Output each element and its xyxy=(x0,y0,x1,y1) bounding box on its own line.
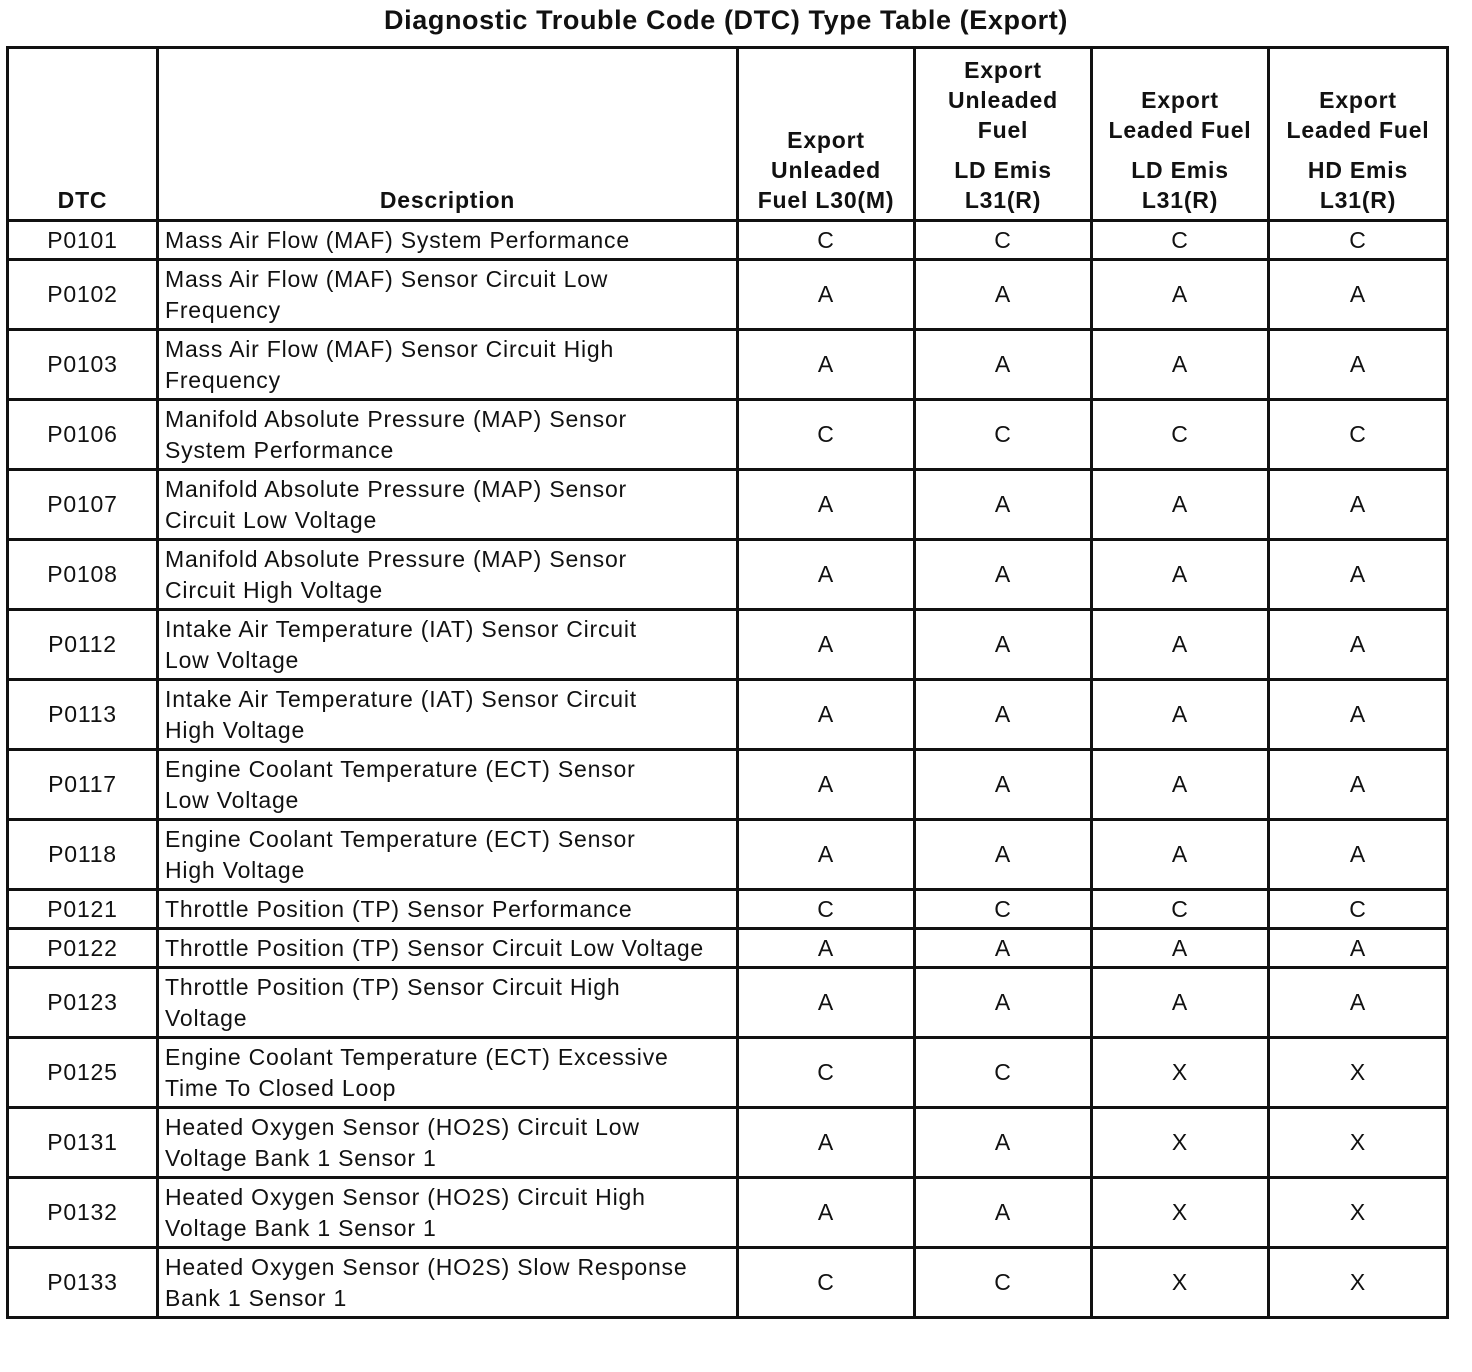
dtc-type-cell: A xyxy=(915,820,1092,890)
dtc-type-cell: C xyxy=(1092,400,1269,470)
dtc-type-cell: C xyxy=(915,400,1092,470)
dtc-type-cell: A xyxy=(1092,330,1269,400)
dtc-code-cell: P0131 xyxy=(8,1108,158,1178)
dtc-type-cell: C xyxy=(915,1248,1092,1318)
dtc-type-cell: C xyxy=(915,221,1092,260)
dtc-type-cell: X xyxy=(1092,1038,1269,1108)
table-header xyxy=(8,48,1448,221)
dtc-description-cell xyxy=(158,221,738,260)
table-row xyxy=(8,890,1448,929)
dtc-type-cell: A xyxy=(738,929,915,968)
table-row xyxy=(8,540,1448,610)
dtc-type-cell: A xyxy=(738,820,915,890)
dtc-type-cell: A xyxy=(738,1178,915,1248)
table-row xyxy=(8,1178,1448,1248)
description-line: Mass Air Flow (MAF) System Performance xyxy=(165,227,630,253)
dtc-type-cell: A xyxy=(915,680,1092,750)
table-row xyxy=(8,1108,1448,1178)
description-line: Voltage Bank 1 Sensor 1 xyxy=(165,1214,437,1241)
dtc-description-cell xyxy=(158,1248,738,1318)
dtc-type-cell: C xyxy=(1092,221,1269,260)
table-row xyxy=(8,968,1448,1038)
description-line: Low Voltage xyxy=(165,786,300,813)
dtc-type-cell: A xyxy=(738,260,915,330)
dtc-type-cell: X xyxy=(1269,1108,1448,1178)
dtc-type-cell: A xyxy=(915,260,1092,330)
dtc-type-cell: A xyxy=(1269,750,1448,820)
dtc-type-cell: A xyxy=(1269,610,1448,680)
dtc-type-cell: A xyxy=(915,1178,1092,1248)
dtc-type-cell: A xyxy=(738,330,915,400)
dtc-type-cell: A xyxy=(1269,968,1448,1038)
dtc-type-cell: C xyxy=(738,1248,915,1318)
description-line: Heated Oxygen Sensor (HO2S) Circuit High xyxy=(165,1183,646,1210)
dtc-type-cell: A xyxy=(915,968,1092,1038)
description-line: System Performance xyxy=(165,436,395,463)
dtc-type-cell: X xyxy=(1092,1108,1269,1178)
dtc-type-cell: C xyxy=(738,890,915,929)
table-row xyxy=(8,820,1448,890)
dtc-type-cell: X xyxy=(1269,1038,1448,1108)
dtc-type-cell: A xyxy=(915,540,1092,610)
dtc-type-cell: A xyxy=(738,750,915,820)
dtc-description-cell xyxy=(158,680,738,750)
dtc-code-cell: P0121 xyxy=(8,890,158,929)
dtc-type-cell: A xyxy=(1269,260,1448,330)
description-line: Mass Air Flow (MAF) Sensor Circuit Low xyxy=(165,265,609,292)
header-row xyxy=(8,48,1448,221)
dtc-description-cell xyxy=(158,260,738,330)
description-line: Heated Oxygen Sensor (HO2S) Slow Response xyxy=(165,1253,688,1280)
dtc-description-cell xyxy=(158,470,738,540)
dtc-type-cell: A xyxy=(915,1108,1092,1178)
description-line: Frequency xyxy=(165,296,281,323)
description-line: Circuit Low Voltage xyxy=(165,506,378,533)
dtc-type-cell: A xyxy=(1269,680,1448,750)
description-line: Heated Oxygen Sensor (HO2S) Circuit Low xyxy=(165,1113,640,1140)
dtc-type-cell: A xyxy=(1092,929,1269,968)
dtc-code-cell: P0106 xyxy=(8,400,158,470)
description-line: Bank 1 Sensor 1 xyxy=(165,1284,348,1311)
table-row xyxy=(8,1248,1448,1318)
dtc-code-cell: P0118 xyxy=(8,820,158,890)
description-line: Throttle Position (TP) Sensor Circuit Low Voltage xyxy=(165,935,705,961)
dtc-type-cell: C xyxy=(738,221,915,260)
header-export-unleaded-ld-l31r: Export Unleaded Fuel LD Emis L31(R) xyxy=(915,48,1092,221)
dtc-type-cell: C xyxy=(1269,400,1448,470)
dtc-type-cell: A xyxy=(1269,330,1448,400)
page-title: Diagnostic Trouble Code (DTC) Type Table (Export) xyxy=(384,5,1068,35)
description-line: Time To Closed Loop xyxy=(165,1074,397,1101)
dtc-type-cell: A xyxy=(738,610,915,680)
dtc-code-cell: P0123 xyxy=(8,968,158,1038)
dtc-code-cell: P0112 xyxy=(8,610,158,680)
dtc-type-cell: A xyxy=(1092,750,1269,820)
dtc-description-cell xyxy=(158,890,738,929)
dtc-code-cell: P0117 xyxy=(8,750,158,820)
description-line: Intake Air Temperature (IAT) Sensor Circuit xyxy=(165,685,637,712)
description-line: High Voltage xyxy=(165,856,306,883)
description-line: Mass Air Flow (MAF) Sensor Circuit High xyxy=(165,335,615,362)
dtc-type-cell: X xyxy=(1092,1248,1269,1318)
table-row xyxy=(8,929,1448,968)
table-row xyxy=(8,260,1448,330)
dtc-type-cell: A xyxy=(1269,470,1448,540)
description-line: Voltage xyxy=(165,1004,248,1031)
description-line: Engine Coolant Temperature (ECT) Sensor xyxy=(165,825,636,852)
dtc-code-cell: P0122 xyxy=(8,929,158,968)
dtc-type-cell: C xyxy=(738,1038,915,1108)
dtc-type-cell: C xyxy=(1269,221,1448,260)
description-line: Manifold Absolute Pressure (MAP) Sensor xyxy=(165,545,628,572)
dtc-type-cell: A xyxy=(738,540,915,610)
table-row xyxy=(8,680,1448,750)
table-row xyxy=(8,400,1448,470)
dtc-description-cell xyxy=(158,330,738,400)
table-row xyxy=(8,750,1448,820)
dtc-description-cell xyxy=(158,400,738,470)
dtc-type-cell: A xyxy=(738,1108,915,1178)
table-row xyxy=(8,221,1448,260)
description-line: Throttle Position (TP) Sensor Performance xyxy=(165,896,633,922)
header-export-leaded-hd-l31r: Export Leaded Fuel HD Emis L31(R) xyxy=(1269,48,1448,221)
description-line: Low Voltage xyxy=(165,646,300,673)
dtc-type-cell: A xyxy=(1092,820,1269,890)
table-body xyxy=(8,221,1448,1318)
dtc-type-cell: C xyxy=(738,400,915,470)
dtc-type-cell: X xyxy=(1269,1248,1448,1318)
dtc-type-cell: A xyxy=(1092,968,1269,1038)
dtc-type-cell: C xyxy=(1269,890,1448,929)
description-line: Manifold Absolute Pressure (MAP) Sensor xyxy=(165,405,628,432)
dtc-type-cell: C xyxy=(915,1038,1092,1108)
dtc-type-table xyxy=(6,46,1449,1319)
description-line: Manifold Absolute Pressure (MAP) Sensor xyxy=(165,475,628,502)
header-export-leaded-ld-l31r: Export Leaded Fuel LD Emis L31(R) xyxy=(1092,48,1269,221)
dtc-type-cell: A xyxy=(1092,680,1269,750)
dtc-description-cell xyxy=(158,1178,738,1248)
description-line: Circuit High Voltage xyxy=(165,576,383,603)
description-line: Engine Coolant Temperature (ECT) Excessive xyxy=(165,1043,669,1070)
dtc-code-cell: P0125 xyxy=(8,1038,158,1108)
dtc-description-cell xyxy=(158,1108,738,1178)
dtc-type-cell: A xyxy=(1092,260,1269,330)
dtc-type-cell: A xyxy=(1092,610,1269,680)
description-line: Throttle Position (TP) Sensor Circuit High xyxy=(165,973,621,1000)
dtc-type-cell: A xyxy=(1269,820,1448,890)
dtc-type-cell: C xyxy=(915,890,1092,929)
dtc-type-cell: A xyxy=(915,330,1092,400)
dtc-description-cell xyxy=(158,610,738,680)
dtc-description-cell xyxy=(158,820,738,890)
dtc-code-cell: P0108 xyxy=(8,540,158,610)
table-row xyxy=(8,610,1448,680)
dtc-code-cell: P0107 xyxy=(8,470,158,540)
dtc-type-cell: C xyxy=(1092,890,1269,929)
table-row xyxy=(8,470,1448,540)
dtc-type-cell: A xyxy=(1269,540,1448,610)
dtc-description-cell xyxy=(158,1038,738,1108)
header-export-unleaded-l30m: Export Unleaded Fuel L30(M) xyxy=(738,48,915,221)
dtc-code-cell: P0113 xyxy=(8,680,158,750)
dtc-type-cell: A xyxy=(915,750,1092,820)
dtc-type-cell: A xyxy=(1092,540,1269,610)
dtc-code-cell: P0132 xyxy=(8,1178,158,1248)
dtc-type-cell: A xyxy=(915,610,1092,680)
description-line: Intake Air Temperature (IAT) Sensor Circuit xyxy=(165,615,637,642)
header-description: Description xyxy=(158,48,738,221)
header-dtc: DTC xyxy=(8,48,158,221)
description-line: High Voltage xyxy=(165,716,306,743)
dtc-code-cell: P0102 xyxy=(8,260,158,330)
dtc-description-cell xyxy=(158,540,738,610)
description-line: Voltage Bank 1 Sensor 1 xyxy=(165,1144,437,1171)
dtc-type-cell: A xyxy=(1092,470,1269,540)
dtc-type-cell: A xyxy=(738,968,915,1038)
dtc-type-cell: A xyxy=(915,470,1092,540)
dtc-type-cell: X xyxy=(1269,1178,1448,1248)
dtc-code-cell: P0103 xyxy=(8,330,158,400)
dtc-description-cell xyxy=(158,968,738,1038)
dtc-description-cell xyxy=(158,929,738,968)
dtc-type-cell: A xyxy=(738,680,915,750)
description-line: Frequency xyxy=(165,366,281,393)
dtc-type-cell: X xyxy=(1092,1178,1269,1248)
dtc-type-cell: A xyxy=(915,929,1092,968)
dtc-code-cell: P0133 xyxy=(8,1248,158,1318)
description-line: Engine Coolant Temperature (ECT) Sensor xyxy=(165,755,636,782)
table-row xyxy=(8,330,1448,400)
dtc-type-cell: A xyxy=(738,470,915,540)
dtc-description-cell xyxy=(158,750,738,820)
table-row xyxy=(8,1038,1448,1108)
dtc-type-cell: A xyxy=(1269,929,1448,968)
dtc-code-cell: P0101 xyxy=(8,221,158,260)
